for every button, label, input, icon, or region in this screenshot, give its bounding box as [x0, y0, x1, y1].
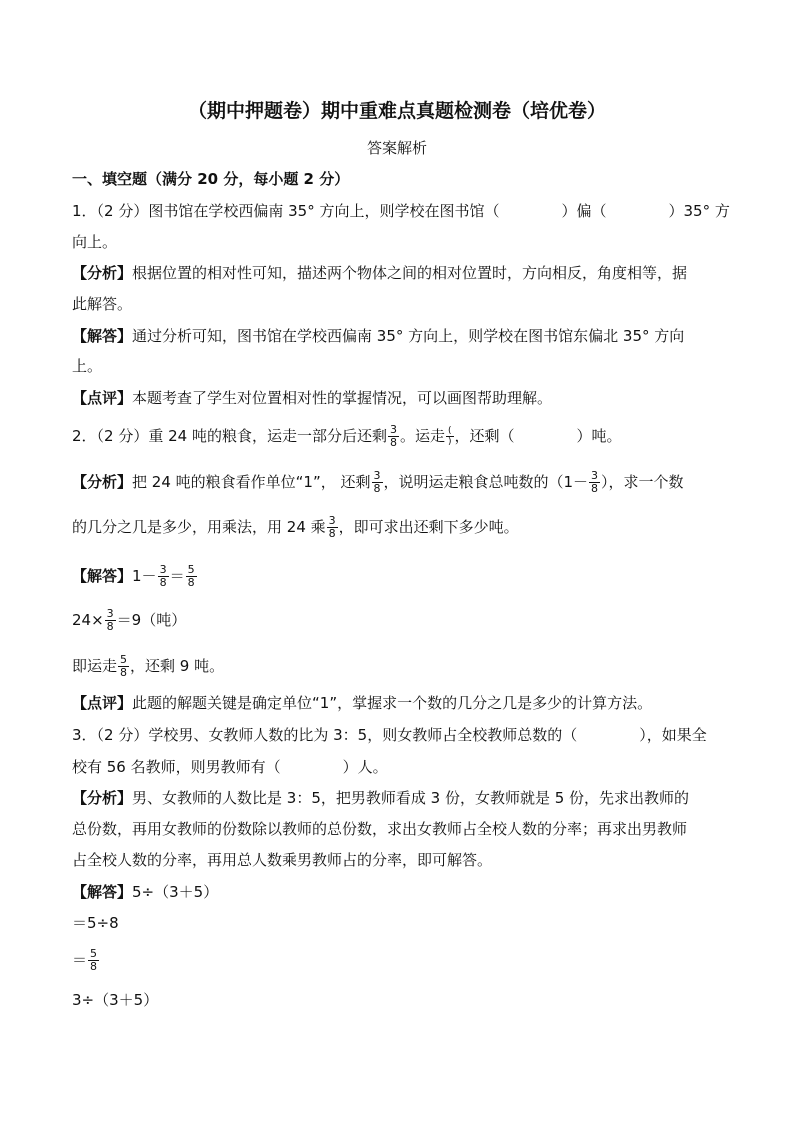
- q3-answer-step-2: ＝5÷8: [72, 914, 119, 932]
- q2-result: [72, 654, 224, 679]
- q3-answer-tag: 【解答】: [72, 883, 133, 901]
- q3-stem-d: ）人。: [342, 758, 388, 776]
- q3-answer-step-3: [72, 948, 100, 973]
- q2-comment-tag: 【点评】: [72, 694, 133, 712]
- q1-analysis: [72, 263, 687, 283]
- q2-analysis-cont: [72, 515, 519, 540]
- fraction: $\frac{3}{8}$: [106, 607, 114, 633]
- q1-comment-tag: 【点评】: [72, 389, 133, 407]
- q3-stem-c: 校有 56 名教师，则男教师有（: [72, 758, 281, 776]
- q1-analysis-tag: 【分析】: [72, 264, 133, 282]
- q2-calc: [72, 608, 186, 633]
- fraction: $\frac{5}{8}$: [90, 947, 98, 973]
- q3-analysis-cont-2: 占全校人数的分率，再用总人数乘男教师占的分率，即可解答。: [72, 851, 493, 869]
- q3-stem-b: ），如果全: [639, 726, 707, 744]
- q2-calc-a: 24×: [72, 611, 104, 629]
- q2-answer: [72, 564, 198, 589]
- q1-answer: [72, 326, 684, 346]
- q3-analysis: [72, 788, 689, 808]
- q1-stem-b: ）偏（: [561, 202, 607, 220]
- page-title: （期中押题卷）期中重难点真题检测卷（培优卷）: [187, 100, 606, 122]
- blank-fraction: $\frac{(}{)}$: [448, 426, 452, 447]
- q1-comment-text: 本题考查了学生对位置相对性的掌握情况，可以画图帮助理解。: [132, 389, 553, 407]
- q2-analysis-2b: ，即可求出还剩下多少吨。: [338, 518, 519, 536]
- q2-analysis-c: ），求一个数: [601, 473, 684, 491]
- q2-analysis-b: ，说明运走粮食总吨数的（1－: [383, 473, 589, 491]
- q1-answer-text: 通过分析可知，图书馆在学校西偏南 35° 方向上，则学校在图书馆东偏北 35° 方向: [132, 327, 685, 345]
- q3-answer-step-4: 3÷（3＋5）: [72, 991, 159, 1009]
- fraction: $\frac{5}{8}$: [187, 563, 195, 589]
- q1-answer-tag: 【解答】: [72, 327, 133, 345]
- q2-answer-tag: 【解答】: [72, 567, 133, 585]
- q2-analysis-tag: 【分析】: [72, 473, 133, 491]
- q3-answer-text: 5÷（3＋5）: [132, 883, 219, 901]
- fraction: $\frac{3}{8}$: [373, 469, 381, 495]
- q2-stem-c: ，还剩（: [454, 427, 515, 445]
- q2-comment: [72, 693, 652, 713]
- fraction: $\frac{3}{8}$: [389, 423, 397, 449]
- q3-analysis-cont-1: 总份数，再用女教师的份数除以教师的总份数，求出女教师占全校人数的分率；再求出男教师: [72, 820, 688, 838]
- q1-analysis-cont: 此解答。: [72, 295, 133, 313]
- fraction: $\frac{3}{8}$: [159, 563, 167, 589]
- q2-analysis-2a: 的几分之几是多少，用乘法，用 24 乘: [72, 518, 326, 536]
- q2-analysis-a: 把 24 吨的粮食看作单位“1”， 还剩: [132, 473, 371, 491]
- q3-stem: [72, 725, 707, 745]
- q2-result-b: ，还剩 9 吨。: [130, 657, 225, 675]
- q1-stem-cont: 向上。: [72, 233, 118, 251]
- q3-answer: [72, 882, 218, 902]
- q2-calc-b: ＝9（吨）: [116, 611, 187, 629]
- q2-stem: [72, 424, 622, 449]
- q1-comment: [72, 388, 552, 408]
- q1-stem-a: 1．（2 分）图书馆在学校西偏南 35° 方向上，则学校在图书馆（: [72, 202, 500, 220]
- fraction: $\frac{5}{8}$: [120, 653, 128, 679]
- page-subtitle: 答案解析: [366, 139, 427, 157]
- q1-stem: [72, 201, 730, 221]
- q2-stem-b: 。运走: [399, 427, 445, 445]
- q3-stem-a: 3．（2 分）学校男、女教师人数的比为 3：5，则女教师占全校教师总数的（: [72, 726, 578, 744]
- q1-stem-c: ）35° 方: [668, 202, 730, 220]
- q3-answer-eq: ＝: [72, 951, 88, 969]
- q2-result-a: 即运走: [72, 657, 118, 675]
- fraction: $\frac{3}{8}$: [591, 469, 599, 495]
- q2-analysis: [72, 470, 684, 495]
- section-heading: 一、填空题（满分 20 分，每小题 2 分）: [72, 170, 350, 188]
- q3-stem-cont: [72, 757, 388, 777]
- q3-analysis-tag: 【分析】: [72, 789, 133, 807]
- q3-analysis-text: 男、女教师的人数比是 3：5，把男教师看成 3 份，女教师就是 5 份，先求出教师的: [132, 789, 690, 807]
- fraction: $\frac{3}{8}$: [328, 514, 336, 540]
- q1-analysis-text: 根据位置的相对性可知，描述两个物体之间的相对位置时，方向相反，角度相等，据: [132, 264, 688, 282]
- q2-answer-b: ＝: [169, 567, 185, 585]
- q2-answer-a: 1－: [132, 567, 157, 585]
- q2-stem-a: 2．（2 分）重 24 吨的粮食，运走一部分后还剩: [72, 427, 387, 445]
- q1-answer-cont: 上。: [72, 357, 103, 375]
- q2-stem-d: ）吨。: [576, 427, 622, 445]
- q2-comment-text: 此题的解题关键是确定单位“1”，掌握求一个数的几分之几是多少的计算方法。: [132, 694, 653, 712]
